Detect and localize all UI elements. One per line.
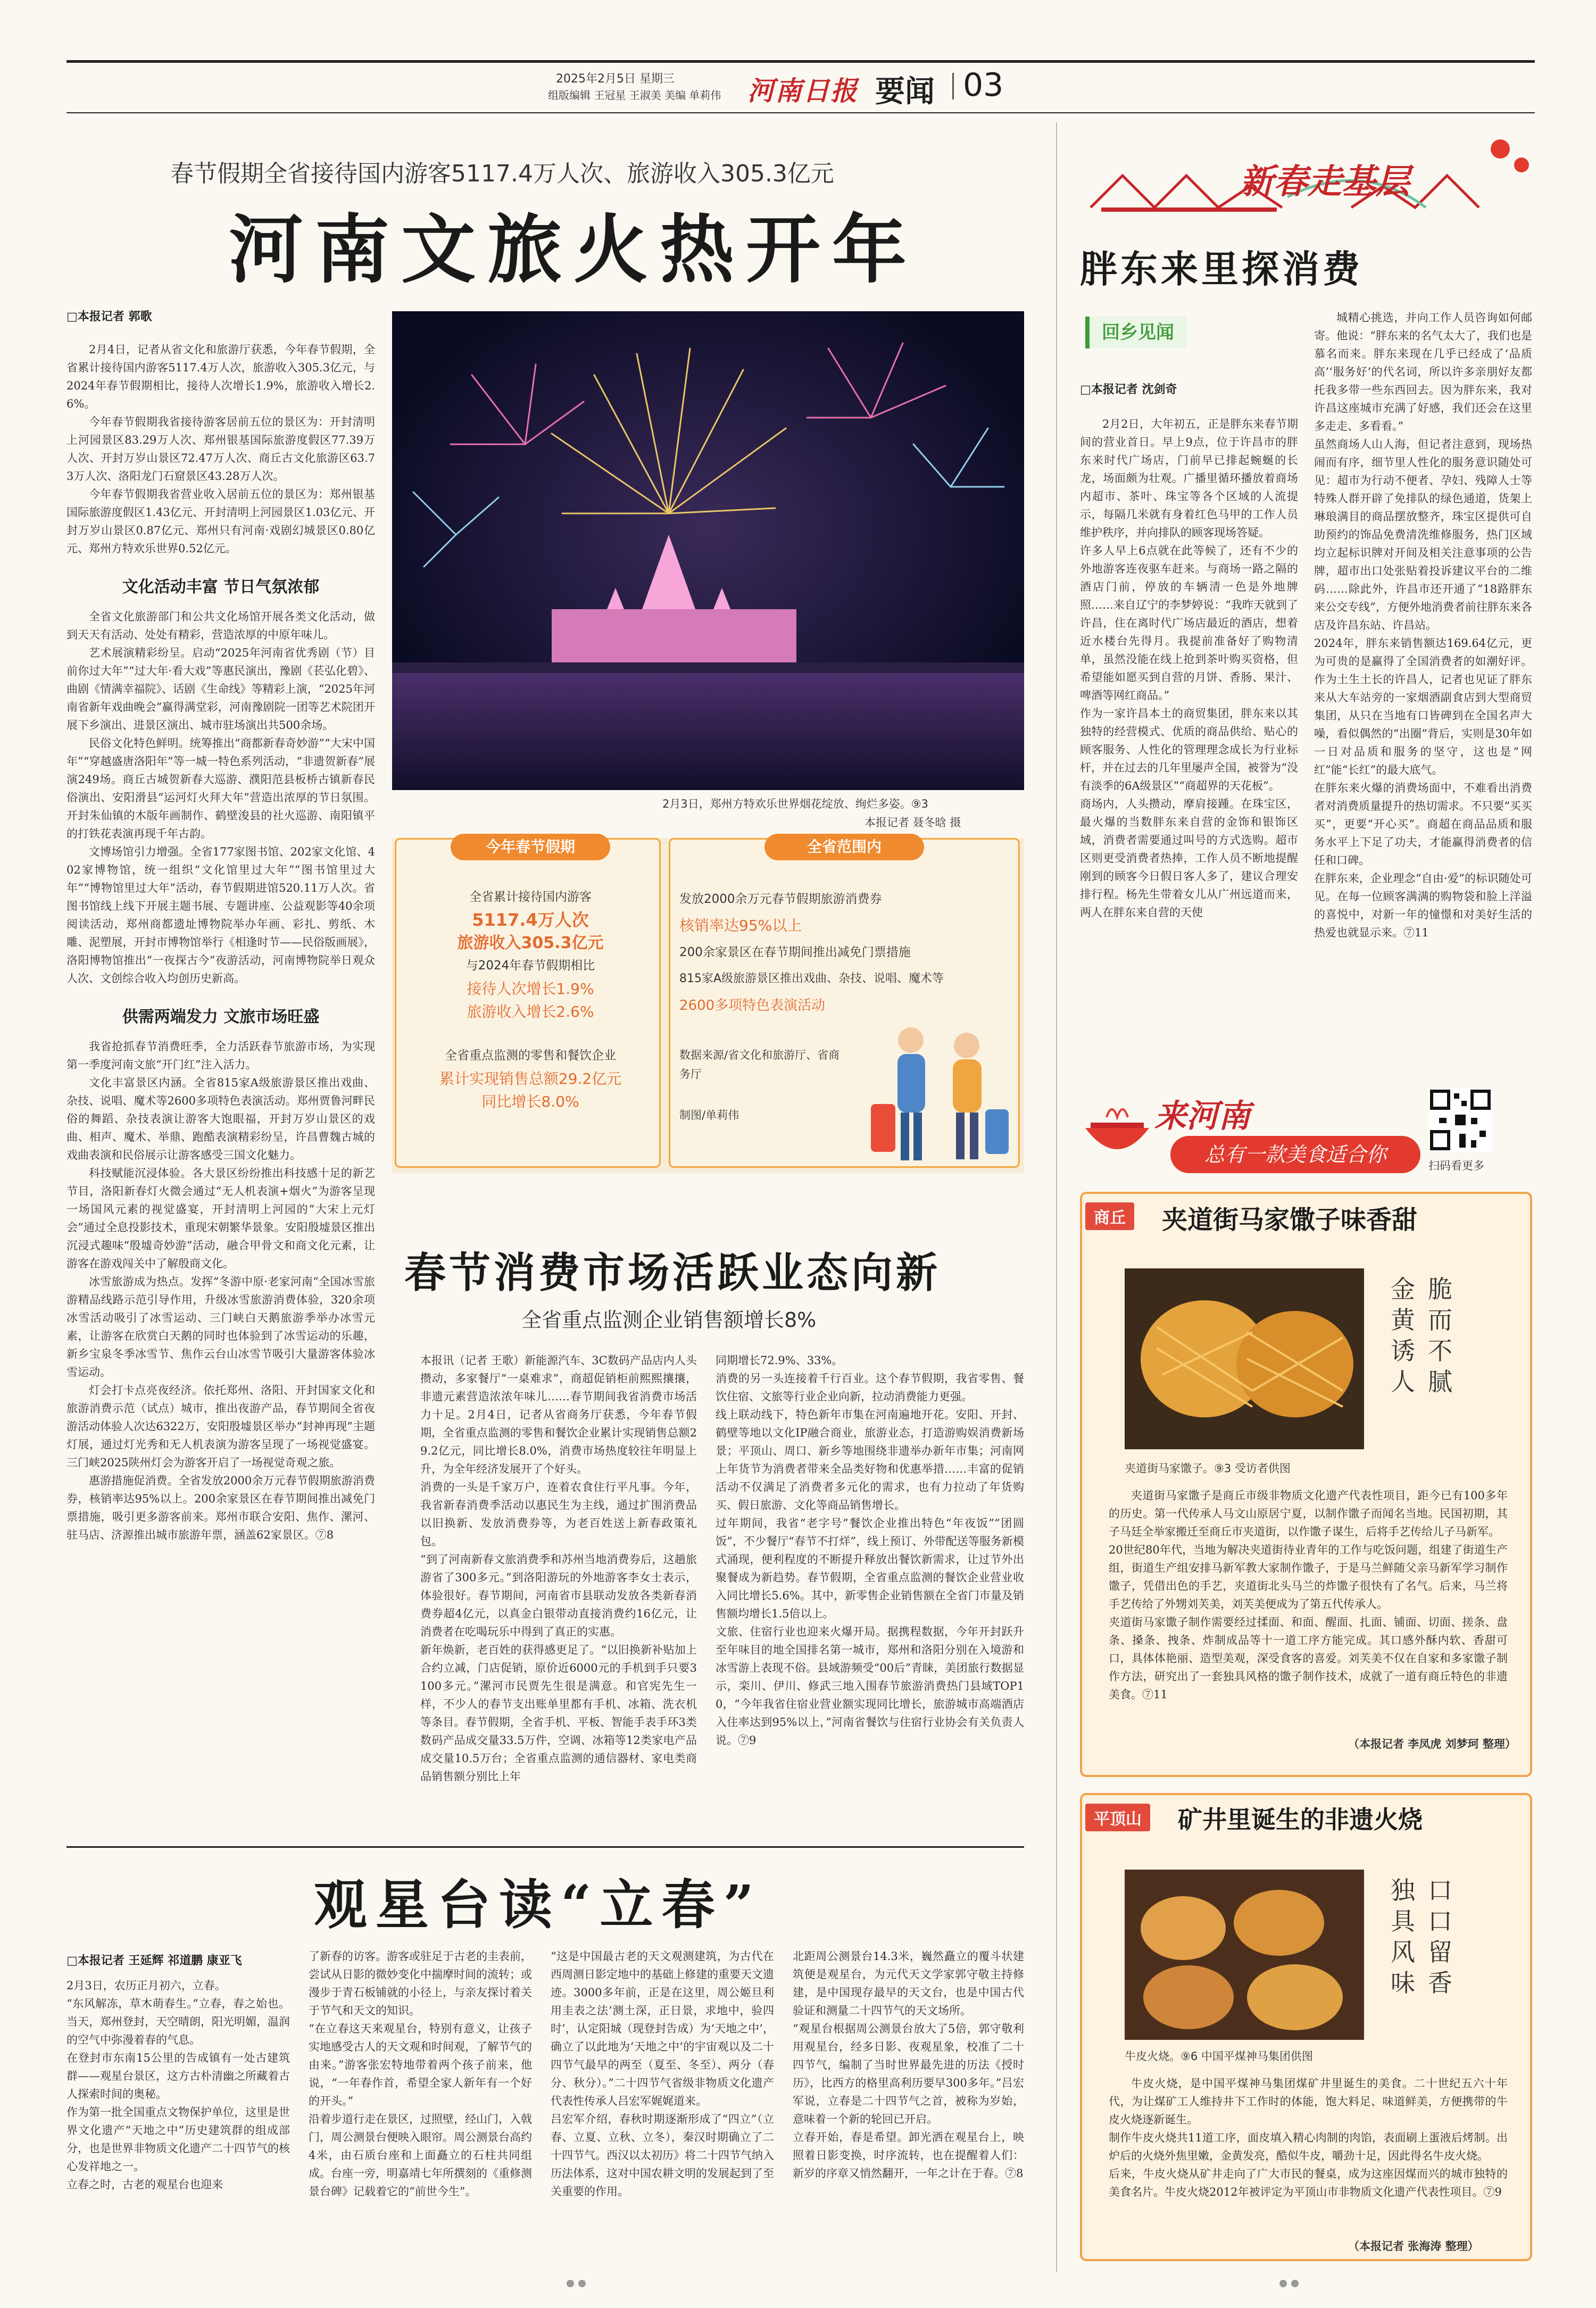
main-byline: □本报记者 郭歌	[66, 310, 152, 323]
food-body-text: 夹道街马家馓子是商丘市级非物质文化遗产代表性项目，距今已有100多年的历史。第一代传承人马文山原居宁夏，以制作馓子而闻名当地。民国初期，其子马廷全举家搬迁至商丘市夹道街，以作馓子谋生，后将手艺传给儿子马新军。 20世纪80年代，当地为解决夹道街待业青年的工作与吃饭问题，组建了街道生产组，街道生产组安排马新军教大家制作馓子，于是马兰鲜随父亲马新军学习制作馓子，凭借出色的手艺，夹道街北头马兰的炸馓子很快有了名气。后来，马兰将手艺传给了外甥刘芙美，刘芙美便成为了第五代传承人。 夹道街马家馓子制作需要经过揉面、和面、醒面、扎面、铺面、切面、搓条、盘条、搡条、拽条、炸制成品等十一道工序方能完成。其口感外酥内软、香甜可口，具体体艳丽、造型美观，深受食客的喜爱。刘芙美不仅在自家和多家馓子制作方法，研究出了一套独具风格的馓子制作技术，成就了一道有商丘特色的非遗美食。⑦11	[1109, 1489, 1508, 1701]
infographic-source: 数据来源/省文化和旅游厅、省商务厅	[679, 1049, 840, 1081]
food-photo-caption: 夹道街马家馓子。⑨3 受访者供图	[1125, 1462, 1291, 1475]
infographic-maker: 制图/单莉伟	[679, 1109, 739, 1122]
pangdonglai-tag: 回乡见闻	[1085, 317, 1186, 348]
stargazing-text: “这是中国最古老的天文观测建筑，为古代在西周测日影定地中的基础上修建的重要天文遗迹。3000多年前，正是在这里，周公姬旦利用圭表之法‘测土深，正日景，求地中，验四时’，认定阳城（现登封告成）为‘天地之中’，确立了以此地为‘天地之中’的宇宙观以及二十四节气最早的两至（夏至、冬至）、两分（春分、秋分）。”二十四节气省级非物质文化遗产代表性传承人吕宏军娓娓道来。 吕宏军介绍，春秋时期逐渐形成了“四立”（立春、立夏、立秋、立冬），秦汉时期确立了二十四节气。西汉以太初历》将二十四节气纳入历法体系，这对中国农耕文明的发展起到了至关重要的作用。	[551, 1950, 774, 2198]
stargazing-byline: □本报记者 王延辉 祁道鹏 康亚飞	[66, 1954, 242, 1967]
info-line-highlight: 同比增长8.0%	[481, 1093, 579, 1110]
column-divider	[1056, 122, 1057, 2272]
stargazing-column-2	[309, 1947, 532, 2274]
info-right-line: 815家A级旅游景区推出戏曲、杂技、说唱、魔术等	[679, 972, 944, 985]
consumption-text: 同期增长72.9%、33%。 消费的另一头连接着千行百业。这个春节假期，我省零售、餐饮住宿、文旅等行业企业向新，拉动消费能力更强。 线上联动线下，特色新年市集在河南遍地开花。安阳、开封、鹤壁等地以文化IP融合商业，旅游业态，打造游购娱消费新场景；平顶山、周口、新乡等地围绕非遗举办新年市集；河南网上年货节为消费者带来全品类好物和优惠举措……丰富的促销活动不仅满足了消费者多元化的需求，也有力拉动了年货购买、假日旅游、文化等商品销售增长。 过年期间，我省“老字号”餐饮企业推出特色“年夜饭”“团圆饭”，不少餐厅“春节不打烊”，线上预订、外带配送等服务新模式涌现，便利程度的不断提升释放出餐饮新需求，让过节外出聚餐成为新趋势。春节假期，全省重点监测的餐饮企业营业收入同比增长5.6%。其中，新零售企业销售额在全省门市量及销售额均增长1.5倍以上。 文旅、住宿行业也迎来火爆开局。据携程数据，今年开封跃升至年味目的地全国排名第一城市，郑州和洛阳分别在入境游和冰雪游上表现不俗。县域游频受“00后”青睐，美团旅行数据显示，栾川、伊川、修武三地入围春节旅游消费热门县域TOP10，“今年我省住宿业营业额实现同比增长，旅游城市高端酒店入住率达到95%以上，”河南省餐饮与住宿行业协会有关负责人说。⑦9	[716, 1354, 1024, 1747]
main-paragraph: 民俗文化特色鲜明。统筹推出“商都新春奇妙游”“大宋中国年”“穿越盛唐洛阳年”等一城一特色系列活动，“非遗贺新春”展演249场。商丘古城贺新春大巡游、濮阳范县板桥古镇新春民俗演出、安阳滑县“运河灯火拜大年”营造出浓厚的节日氛围。开封朱仙镇的木版年画制作、鹤壁浚县的社火巡游、南阳镇平的打铁花表演再现千年古韵。	[66, 737, 375, 840]
info-right-line: 发放2000余万元春节假期旅游消费券	[679, 892, 882, 906]
main-paragraph: 文博场馆引力增强。全省177家图书馆、202家文化馆、402家博物馆，统一组织“文化馆里过大年”“图书馆里过大年”“博物馆里过大年”活动，春节假期进馆520.11万人次。省图书馆线上线下开展主题书展、专题讲座、公益观影等40余项阅读活动，郑州商都遗址博物院举办年画、彩扎、剪纸、木雕、泥塑展，开封市博物馆举行《相逢时节——民俗版画展》，洛阳博物馆推出“一夜探古今”夜游活动，河南博物院举日观众人次、文创综合收入均创历史新高。	[66, 845, 375, 985]
masthead-date: 2025年2月5日 星期三	[556, 72, 675, 86]
stargazing-headline: 观星台读“立春”	[314, 1873, 763, 1936]
main-paragraph: 科技赋能沉浸体验。各大景区纷纷推出科技感十足的新艺节目，洛阳新春灯火微会通过“无人机表演+烟火”为游客呈现一场国风元素的视觉盛宴，开封清明上河园的“大宋上元灯会”通过全息投影技术，重现宋朝繁华景象。安阳殷墟景区推出沉浸式趣味“殷墟奇妙游”活动，融合甲骨文和商文化元素，让游客在游戏闯关中了解殷商文化。	[66, 1167, 375, 1270]
pangdonglai-headline: 胖东来里探消费	[1080, 247, 1363, 291]
section-name: 要闻	[875, 74, 935, 109]
pangdonglai-column-2	[1314, 309, 1532, 1075]
food-credit: （本报记者 李凤虎 刘梦珂 整理）	[1348, 1738, 1516, 1750]
info-right-line: 200余家景区在春节期间推出减免门票措施	[679, 945, 911, 959]
info-line-highlight: 累计实现销售总额29.2亿元	[439, 1070, 622, 1087]
food-banner-title: 来河南	[1154, 1098, 1250, 1135]
pangdonglai-column-1	[1080, 415, 1298, 1075]
main-paragraph: 我省抢抓春节消费旺季，全力活跃春节旅游市场，为实现第一季度河南文旅“开门红”注入活力。	[66, 1040, 375, 1071]
main-paragraph: 灯会打卡点亮夜经济。依托郑州、洛阳、开封国家文化和旅游消费示范（试点）城市，推出夜游产品，春节期间全省夜游活动体验人次达6322万，安阳殷墟景区举办“封神再现”主题灯展，通过灯光秀和无人机表演为游客呈现了一场视觉盛宴。三门峡2025陕州灯会为游客开启了一场视觉奇观之旅。	[66, 1384, 375, 1469]
main-paragraph: 惠游措施促消费。全省发放2000余万元春节假期旅游消费券，核销率达95%以上。200余家景区在春节期间推出减免门票措施，吸引更多游客前来。郑州市联合安阳、焦作、漯河、驻马店、济源推出城市旅游年票，涵盖62家景区。⑦8	[66, 1474, 375, 1541]
food-body	[1109, 1487, 1508, 1731]
food-story-shangqiu	[1080, 1192, 1532, 1777]
stargazing-column-1	[66, 1977, 290, 2274]
info-line: 全省累计接待国内游客	[469, 890, 592, 904]
fireworks-photo	[392, 311, 1024, 790]
food-photo-caption: 牛皮火烧。⑨6 中国平煤神马集团供图	[1125, 2050, 1313, 2063]
huoshao-illustration	[1125, 1870, 1364, 2040]
info-line-highlight: 5117.4万人次	[472, 910, 589, 930]
main-paragraph: 文化丰富景区内涵。全省815家A级旅游景区推出戏曲、杂技、说唱、魔术等2600多项特色表演活动。郑州贾鲁河畔民俗的舞蹈、杂技表演让游客大饱眼福，开封万岁山景区的戏曲、相声、魔术、举鼎、跑酷表演精彩纷呈，许昌曹魏古城的戏曲表演和民俗展示让游客感受三国文化魅力。	[66, 1076, 375, 1161]
info-right-line: 2600多项特色表演活动	[679, 998, 826, 1014]
main-subhead-culture: 文化活动丰富 节日气氛浓郁	[122, 578, 320, 596]
food-poem-column: 金黄诱人	[1391, 1275, 1415, 1396]
photo-credit: 本报记者 聂冬晗 摄	[864, 816, 961, 829]
food-banner	[1080, 1085, 1532, 1181]
consumption-headline: 春节消费市场活跃业态向新	[404, 1249, 941, 1297]
stargazing-column-4	[793, 1947, 1024, 2274]
info-line-highlight: 旅游收入305.3亿元	[457, 934, 604, 952]
main-paragraph: 全省文化旅游部门和公共文化场馆开展各类文化活动，做到天天有活动、处处有精彩，营造浓厚的中原年味儿。	[66, 610, 375, 641]
info-line-highlight: 接待人次增长1.9%	[467, 980, 594, 998]
main-paragraph: 今年春节假期我省接待游客居前五位的景区为：开封清明上河园景区83.29万人次、郑州银基国际旅游度假区77.39万人次、开封万岁山景区72.47万人次、商丘古文化旅游区63.73万人次、洛阳龙门石窟景区43.28万人次。	[66, 416, 375, 483]
fireworks-illustration	[392, 311, 1024, 790]
food-title: 矿井里诞生的非遗火烧	[1178, 1805, 1423, 1834]
page-number: 03	[963, 67, 1004, 104]
food-photo	[1125, 1870, 1364, 2040]
pangdonglai-byline: □本报记者 沈剑奇	[1080, 383, 1177, 396]
food-body	[1109, 2074, 1508, 2255]
main-paragraph: 今年春节假期我省营业收入居前五位的景区为：郑州银基国际旅游度假区1.43亿元、开封清明上河园景区1.03亿元、开封万岁山景区0.87亿元、郑州只有河南·戏剧幻城景区0.80亿元、郑州方特欢乐世界0.52亿元。	[66, 488, 375, 555]
main-kicker: 春节假期全省接待国内游客5117.4万人次、旅游收入305.3亿元	[170, 160, 834, 187]
consumption-column-2	[716, 1351, 1024, 1846]
sanzi-illustration	[1125, 1268, 1364, 1449]
food-place-tag: 商丘	[1085, 1202, 1134, 1230]
new-spring-banner	[1085, 128, 1532, 223]
qr-label: 扫码看更多	[1428, 1159, 1484, 1172]
masthead	[66, 60, 1535, 113]
consumption-subhead: 全省重点监测企业销售额增长8%	[521, 1308, 817, 1332]
food-poem-column: 脆而不腻	[1428, 1275, 1452, 1396]
main-paragraph: 2月4日，记者从省文化和旅游厅获悉，今年春节假期，全省累计接待国内游客5117.4万人次，旅游收入305.3亿元，与2024年春节假期相比，接待人次增长1.9%，旅游收入增长2.6%。	[66, 343, 375, 410]
section-rule	[66, 1846, 1024, 1848]
infographic	[392, 838, 1024, 1173]
food-poem-column: 独具风味	[1391, 1876, 1415, 1997]
food-photo	[1125, 1268, 1364, 1449]
stargazing-column-3	[551, 1947, 774, 2274]
stargazing-text: 北距周公测景台14.3米，巍然矗立的覆斗状建筑便是观星台，为元代天文学家郭守敬主持修建，是中国现存最早的天文台，也是中国古代验证和测量二十四节气的天文场所。 “观星台根据周公测景台放大了5倍，郭守敬利用观星台，经多日影、夜观星象，校准了二十四节气，编制了当时世界最先进的历法《授时历》，比西方的格里高利历要早300多年。”吕宏军说，立春是二十四节气之首，被称为岁始，意味着一个新的轮回已开启。 立春开始，春是希望。卸光洒在观星台上，映照着日影变换，时序流转，也在提醒着人们：新岁的序章又悄然翻开，一年之计在于春。⑦8	[793, 1950, 1024, 2180]
food-credit: （本报记者 张海涛 整理）	[1348, 2240, 1479, 2253]
food-story-pingdingshan	[1080, 1793, 1532, 2261]
info-line-highlight: 旅游收入增长2.6%	[467, 1003, 594, 1020]
stargazing-text: 2月3日，农历正月初六，立春。 “东风解冻，草木萌春生。”立春，春之始也。当天，郑州登封，天空晴朗，阳光明媚，温润的空气中弥漫着春的气息。 在登封市东南15公里的告成镇有一处古建筑群——观星台景区，这方古朴清幽之所藏着古人探索时间的奥秘。 作为第一批全国重点文物保护单位，这里是世界文化遗产“天地之中”历史建筑群的组成部分，也是世界非物质文化遗产二十四节气的核心发祥地之一。 立春之时，古老的观星台也迎来	[66, 1979, 290, 2191]
photo-caption: 2月3日，郑州方特欢乐世界烟花绽放、绚烂多姿。⑨3	[662, 798, 928, 810]
food-bowl-icon	[1080, 1096, 1154, 1165]
food-poem-column: 口口留香	[1428, 1876, 1452, 1997]
info-line: 与2024年春节假期相比	[466, 959, 595, 973]
main-headline: 河南文旅火热开年	[229, 206, 919, 294]
main-paragraph: 冰雪旅游成为热点。发挥“冬游中原·老家河南”全国冰雪旅游精品线路示范引导作用，升级冰雪旅游消费体验，320余项冰雪活动吸引了冰雪运动、三门峡白天鹅旅游季举办冰雪元素，让游客在欣赏白天鹅的同时也体验到了冰雪运动的乐趣，新乡宝泉冬季冰雪节、焦作云台山冰雪节吸引大量游客体验冰雪运动。	[66, 1275, 375, 1379]
food-body-text: 牛皮火烧，是中国平煤神马集团煤矿井里诞生的美食。二十世纪五六十年代，为让煤矿工人维持井下工作时的体能，饱大料足、味道鲜美，方便携带的牛皮火烧逐新诞生。 制作牛皮火烧共11道工序，面皮填入精心肉制的肉馅，表面刷上蛋液后烤制。出炉后的火烧外焦里嫩，金黄发亮，酷似牛皮，嚼劲十足，因此得名牛皮火烧。 后来，牛皮火烧从矿井走向了广大市民的餐桌，成为这座因煤而兴的城市独特的美食名片。牛皮火烧2012年被评定为平顶山市非物质文化遗产代表性项目。⑦9	[1109, 2077, 1508, 2198]
food-title: 夹道街马家馓子味香甜	[1162, 1205, 1418, 1235]
main-left-column	[66, 341, 375, 2038]
travellers-illustration	[860, 1019, 1015, 1168]
main-subhead-market: 供需两端发力 文旅市场旺盛	[122, 1008, 320, 1026]
bottom-page-dots	[567, 2280, 1524, 2296]
infographic-right-title: 全省范围内	[764, 834, 924, 860]
food-place-tag: 平顶山	[1085, 1804, 1150, 1831]
masthead-divider	[952, 73, 954, 99]
pangdonglai-text: 城精心挑选，并向工作人员咨询如何邮寄。他说：“胖东来的名气太大了，我们也是慕名而来。胖东来现在几乎已经成了‘品质高’‘服务好’的代名词，所以许多亲朋好友都托我多带一些东西回去。因为胖东来，我对许昌这座城市充满了好感，我们还会在这里多走走、多看看。” 虽然商场人山人海，但记者注意到，现场热闹而有序，细节里人性化的服务意识随处可见：超市为行动不便者、孕妇、残障人士等特殊人群开辟了免排队的绿色通道，货架上琳琅满目的商品摆放整齐，珠宝区提供可自助预约的饰品免费清洗维修服务，热门区域均立起标识牌对开间及相关注意事项的公告牌，超市出口处张贴着投诉建议平台的二维码……除此外，许昌市还开通了“18路胖东来公交专线”，方便外地消费者前往胖东来各店及许昌东站、许昌站。 2024年，胖东来销售额达169.64亿元，更为可贵的是赢得了全国消费者的如潮好评。作为土生土长的许昌人，记者也见证了胖东来从大车站旁的一家烟酒副食店到大型商贸集团，从只在当地有口皆碑到在全国名声大噪，看似偶然的“出圈”背后，实则是30年如一日对品质和服务的坚守，这也是“网红”能“长红”的最大底气。 在胖东来火爆的消费场面中，不难看出消费者对消费质量提升的热切需求。不只要“买买买”，更要“开心买”。商超在商品品质和服务水平上下足了功夫，才能赢得消费者的信任和口碑。 在胖东来，企业理念“自由·爱”的标识随处可见。在每一位顾客满满的购物袋和脸上洋溢的喜悦中，对新一年的憧憬和对美好生活的热爱也就显示来。⑦11	[1314, 311, 1532, 939]
paper-name-logo: 河南日报	[747, 75, 858, 106]
info-line: 全省重点监测的零售和餐饮企业	[445, 1049, 616, 1062]
food-banner-slogan: 总有一款美食适合你	[1170, 1136, 1420, 1173]
qr-code-icon[interactable]	[1428, 1088, 1492, 1152]
consumption-text: 本报讯（记者 王歌）新能源汽车、3C数码产品店内人头攒动，多家餐厅“一桌难求”，商超促销柜前熙熙攘攘，非遗元素营造浓浓年味儿……春节期间我省消费市场活力十足。2月4日，记者从省商务厅获悉，今年春节假期，全省重点监测的零售和餐饮企业累计实现销售总额29.2亿元，同比增长8.0%，消费市场热度较往年明显上升，为全年经济发展开了个好头。 消费的一头是千家万户，连着农食住行平凡事。今年，我省新春消费季活动以惠民生为主线，通过扩围消费品以旧换新、发放消费券等，为老百姓送上新春政策礼包。 “到了河南新春文旅消费季和苏州当地消费券后，这趟旅游省了300多元。”到洛阳游玩的外地游客李女士表示，体验很好。春节期间，河南省市县联动发放各类新春消费券超4亿元，以真金白银带动直接消费约16亿元，让消费者在吃喝玩乐中得到了真正的实惠。 新年焕新，老百姓的获得感更足了。“以旧换新补贴加上合约立减，门店促销，原价近6000元的手机到手只要3100多元。”漯河市民贾先生很是满意。和官宪先生一样，不少人的春节支出账单里都有手机、冰箱、洗衣机等条目。春节假期，全省手机、平板、智能手表手环3类数码产品成交量33.5万件，空调、冰箱等12类家电产品成交量10.5万台；全省重点监测的通信器材、家电类商品销售额分别比上年	[420, 1354, 697, 1783]
info-right-line: 核销率达95%以上	[679, 917, 802, 934]
infographic-left-title: 今年春节假期	[451, 834, 610, 860]
new-spring-banner-title: 新春走基层	[1240, 162, 1410, 202]
masthead-editors: 组版编辑 王冠星 王淑美 美编 单莉伟	[548, 89, 721, 102]
stargazing-text: 了新春的访客。游客或驻足于古老的圭表前，尝试从日影的微妙变化中揣摩时间的流转；或漫步于青石板铺就的小径上，与亲友探讨着关于节气和天文的知识。 “在立春这天来观星台，特别有意义，让孩子实地感受古人的天文观和时间观，了解节气的由来。”游客张宏特地带着两个孩子前来，他说，“一年春作首，希望全家人新年有一个好的开头。” 沿着步道行走在景区，过照壁，经山门，入戟门，周公测景台便映入眼帘。周公测景台高约4米，由石质台座和上面矗立的石柱共同组成。台座一旁，明嘉靖七年所撰刻的《重修测景台碑》记载着它的“前世今生”。	[309, 1950, 532, 2198]
pangdonglai-text: 2月2日，大年初五，正是胖东来春节期间的营业首日。早上9点，位于许昌市的胖东来时代广场店，门前早已排起蜿蜒的长龙，场面颇为壮观。广播里循环播放着商场内超市、茶叶、珠宝等各个区域的人流提示，每隔几米就有身着红色马甲的工作人员维护秩序，并向排队的顾客现场答疑。 许多人早上6点就在此等候了，还有不少的外地游客连夜驱车赶来。与商场一路之隔的酒店门前，停放的车辆清一色是外地牌照……来自辽宁的李梦婷说：“我昨天就到了许昌，住在离时代广场店最近的酒店，想着近水楼台先得月。我提前准备好了购物清单，虽然没能在线上抢到茶叶购买资格，但希望能如愿买到自营的月饼、香肠、果汁、啤酒等网红商品。” 作为一家许昌本土的商贸集团，胖东来以其独特的经营模式、优质的商品供给、贴心的顾客服务、人性化的管理理念成长为行业标杆，并在过去的几年里屡声全国，被誉为“没有淡季的6A级景区”“商超界的天花板”。 商场内，人头攒动，摩肩接踵。在珠宝区，最火爆的当数胖东来自营的金饰和银饰区域，消费者需要通过叫号的方式选购。超市区则更受消费者热捧，工作人员不断地提醒刚到的顾客今日假日客人多了，建议合理安排行程。杨先生带着女儿从广州远道而来，两人在胖东来自营的天使	[1080, 418, 1298, 919]
consumption-column-1	[420, 1351, 697, 1846]
main-paragraph: 艺术展演精彩纷呈。启动“2025年河南省优秀剧（节）目前你过大年”“过大年·看大戏”等惠民演出，豫剧《苌弘化碧》、曲剧《情满幸福院》、话剧《生命线》等精彩上演，“2025年河南省新年戏曲晚会”赢得满堂彩，河南豫剧院一团等艺术院团开展下乡演出、进景区演出、城市驻场演出共500余场。	[66, 646, 375, 732]
